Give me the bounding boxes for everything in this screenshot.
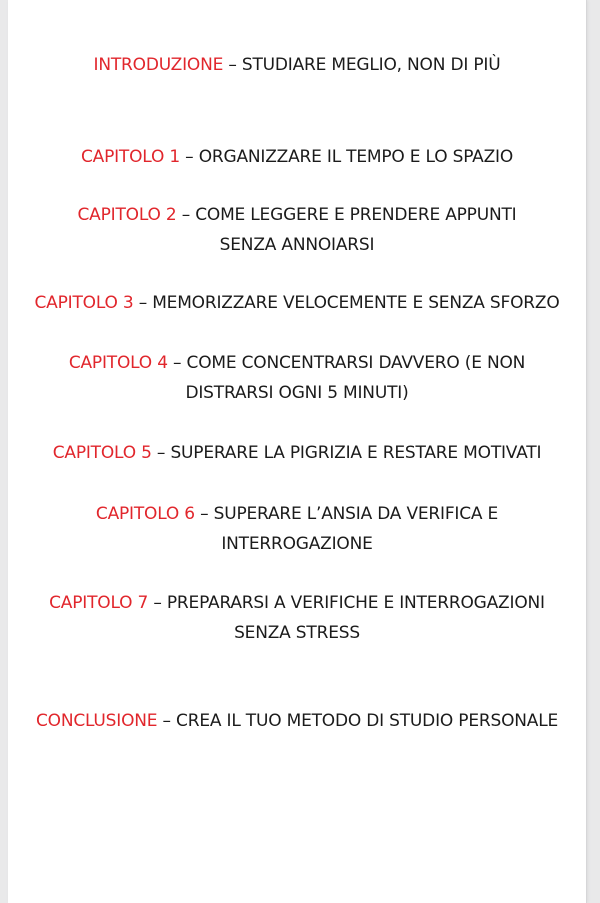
toc-label: CAPITOLO 5 xyxy=(52,443,152,463)
document-page xyxy=(8,0,587,903)
toc-entry-conclusione: CONCLUSIONE – CREA IL TUO METODO DI STUDIO PERSONALE xyxy=(35,711,559,731)
toc-title: STUDIARE MEGLIO, NON DI PIÙ xyxy=(241,55,501,75)
toc-title: SUPERARE LA PIGRIZIA E RESTARE MOTIVATI xyxy=(170,443,542,463)
toc-label: CAPITOLO 7 xyxy=(49,593,149,613)
toc-title: COME LEGGERE E PRENDERE APPUNTI SENZA ANNOIARSI xyxy=(195,205,517,255)
toc-title: SUPERARE L’ANSIA DA VERIFICA E INTERROGAZIONE xyxy=(213,504,499,554)
toc-entry-introduzione: INTRODUZIONE – STUDIARE MEGLIO, NON DI PIÙ xyxy=(93,55,501,75)
toc-title: ORGANIZZARE IL TEMPO E LO SPAZIO xyxy=(198,147,514,167)
toc-label: INTRODUZIONE xyxy=(93,55,224,75)
toc-entry-capitolo-6: CAPITOLO 6 – SUPERARE L’ANSIA DA VERIFICA E INTERROGAZIONE xyxy=(95,504,499,554)
toc-title: COME CONCENTRARSI DAVVERO (E NON DISTRARSI OGNI 5 MINUTI) xyxy=(185,353,526,403)
toc-entry-capitolo-3: CAPITOLO 3 – MEMORIZZARE VELOCEMENTE E SENZA SFORZO xyxy=(34,293,560,313)
toc-entry-capitolo-2: CAPITOLO 2 – COME LEGGERE E PRENDERE APPUNTI SENZA ANNOIARSI xyxy=(77,205,517,255)
toc-entry-capitolo-4: CAPITOLO 4 – COME CONCENTRARSI DAVVERO (E NON DISTRARSI OGNI 5 MINUTI) xyxy=(68,353,526,403)
toc-entry-capitolo-7: CAPITOLO 7 – PREPARARSI A VERIFICHE E INTERROGAZIONI SENZA STRESS xyxy=(49,593,545,643)
toc-label: CAPITOLO 2 xyxy=(77,205,177,225)
toc-title: CREA IL TUO METODO DI STUDIO PERSONALE xyxy=(176,711,559,731)
toc-label: CAPITOLO 3 xyxy=(34,293,134,313)
toc-label: CAPITOLO 1 xyxy=(80,147,180,167)
toc-label: CAPITOLO 6 xyxy=(95,504,195,524)
toc-entry-capitolo-1: CAPITOLO 1 – ORGANIZZARE IL TEMPO E LO SPAZIO xyxy=(80,147,514,167)
toc-label: CAPITOLO 4 xyxy=(68,353,168,373)
toc-entry-capitolo-5: CAPITOLO 5 – SUPERARE LA PIGRIZIA E RESTARE MOTIVATI xyxy=(52,443,542,463)
toc-label: CONCLUSIONE xyxy=(35,711,158,731)
toc-title: MEMORIZZARE VELOCEMENTE E SENZA SFORZO xyxy=(152,293,560,313)
toc-title: PREPARARSI A VERIFICHE E INTERROGAZIONI SENZA STRESS xyxy=(166,593,545,643)
